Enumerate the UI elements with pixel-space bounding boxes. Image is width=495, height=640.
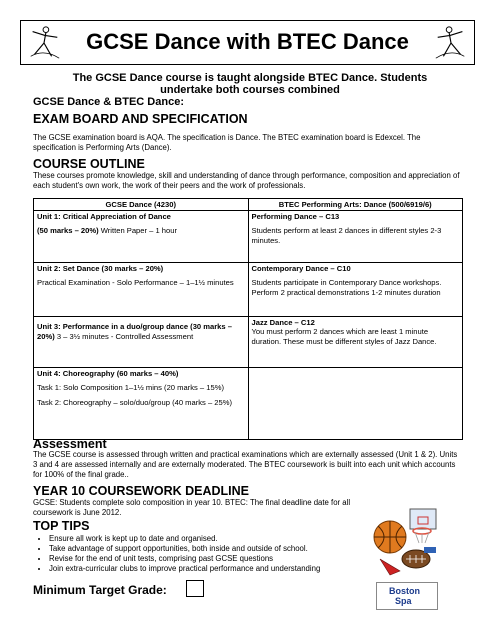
school-logo (376, 582, 438, 610)
school-logo-text: Boston (389, 586, 420, 596)
dancer-icon (432, 23, 470, 63)
minimum-target-grade-label: Minimum Target Grade: (33, 583, 167, 597)
unit-detail: You must perform 2 dances which are least 1 minute duration. These must be different styles of Jazz Dance. (251, 327, 437, 346)
deadline-heading: YEAR 10 COURSEWORK DEADLINE (33, 484, 249, 498)
unit-detail: Students perform at least 2 dances in different styles 2-3 minutes. (251, 226, 442, 245)
table-cell (34, 317, 249, 368)
list-item: • Revise for the end of unit tests, comprising past GCSE questions (49, 554, 379, 564)
table-header-gcse: GCSE Dance (4230) (34, 199, 249, 211)
table-row (34, 263, 463, 317)
unit-detail: (50 marks – 20%) Written Paper – 1 hour (37, 226, 178, 235)
top-tips-heading: TOP TIPS (33, 519, 90, 533)
course-outline-heading: COURSE OUTLINE (33, 157, 145, 171)
list-item: • Ensure all work is kept up to date and organised. (49, 534, 379, 544)
course-outline-text: These courses promote knowledge, skill and understanding of dance through performance, composition and appreciation of each student's own work, the work of their peers and the work of professionals. (33, 171, 460, 190)
intro-text: The GCSE Dance course is taught alongside BTEC Dance. Students undertake both courses combined (72, 72, 428, 96)
unit-title: Unit 4: Choreography (60 marks – 40%) (37, 369, 179, 378)
table-cell (248, 211, 463, 263)
table-header-btec: BTEC Performing Arts: Dance (500/6919/6) (248, 199, 463, 211)
deadline-text: GCSE: Students complete solo composition in year 10. BTEC: The final deadline date for all coursework is June 2012. (33, 498, 351, 517)
exam-board-text: The GCSE examination board is AQA. The specification is Dance. The BTEC examination board is Edexcel. The specification is Performing Arts (Dance). (33, 133, 421, 152)
table-cell (248, 317, 463, 368)
unit-title: Performing Dance – C13 (251, 212, 340, 221)
unit-detail: Unit 3: Performance in a duo/group dance (30 marks – 20%) 3 – 3½ minutes - Controlled Assessment (37, 322, 232, 341)
table-cell (34, 211, 249, 263)
table-row (34, 368, 463, 440)
table-cell (34, 368, 249, 440)
table-cell (34, 263, 249, 317)
title-box (20, 20, 475, 65)
unit-title: Unit 2: Set Dance (30 marks – 20%) (37, 264, 164, 273)
unit-title: Jazz Dance – C12 (251, 318, 315, 327)
table-cell (248, 263, 463, 317)
exam-board-heading: EXAM BOARD AND SPECIFICATION (33, 112, 248, 126)
intro-subtitle: GCSE Dance & BTEC Dance: (33, 96, 184, 108)
school-logo-text: Spa (395, 596, 412, 606)
list-item: • Join extra-curricular clubs to improve practical performance and understanding (49, 564, 379, 574)
unit-detail: Task 2: Choreography – solo/duo/group (40 marks – 25%) (37, 398, 233, 407)
page-title: GCSE Dance with BTEC Dance (86, 29, 409, 54)
unit-title: Contemporary Dance – C10 (251, 264, 351, 273)
table-row (34, 317, 463, 368)
assessment-heading: Assessment (33, 437, 107, 451)
sports-equipment-icon (370, 505, 442, 577)
top-tips-list (33, 534, 379, 574)
unit-title: Unit 1: Critical Appreciation of Dance (37, 212, 171, 221)
assessment-text: The GCSE course is assessed through written and practical examinations which are externally assessed (Unit 1 & 2). Units 3 and 4 are assessed internally and are externally moderated. The BTEC coursework is built into each unit which accounts for 100% of the final grade.. (33, 450, 458, 479)
list-item: • Take advantage of support opportunities, both inside and outside of school. (49, 544, 379, 554)
table-cell (248, 368, 463, 440)
target-grade-box[interactable] (186, 580, 204, 597)
unit-detail: Practical Examination - Solo Performance – 1–1½ minutes (37, 278, 234, 287)
unit-detail: Task 1: Solo Composition 1–1½ mins (20 marks – 15%) (37, 383, 224, 392)
specification-table (33, 198, 463, 440)
unit-detail: Students participate in Contemporary Dance workshops. Perform 2 practical demonstrations 1-2 minutes duration (251, 278, 442, 297)
table-row (34, 211, 463, 263)
